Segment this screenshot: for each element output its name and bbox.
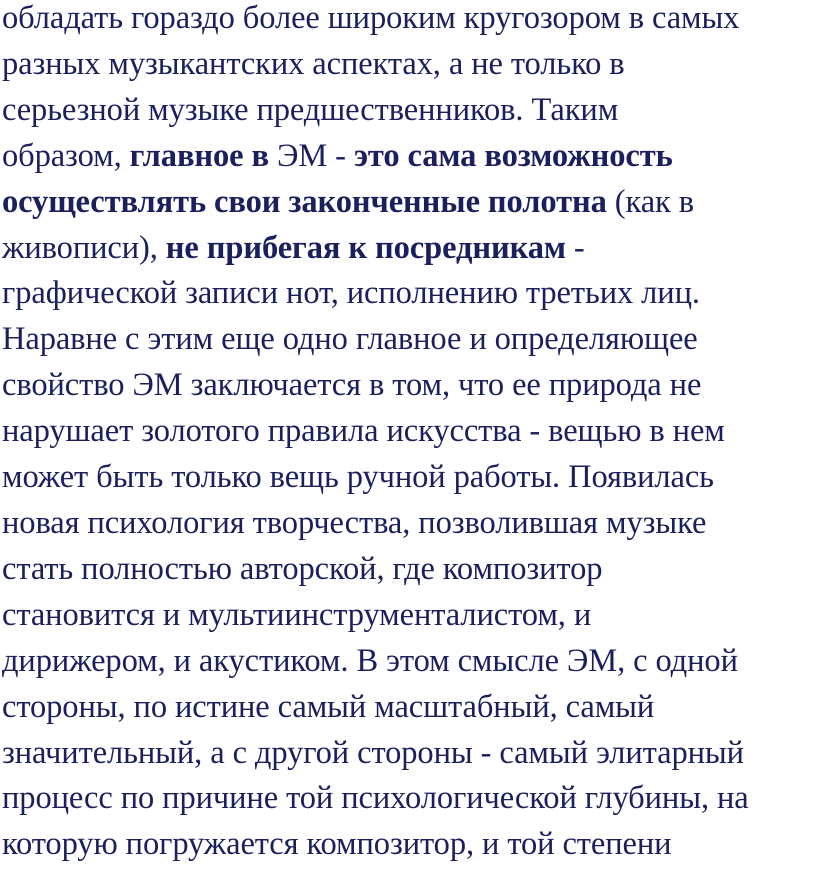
text-segment: дирижером, и акустиком. В этом смысле ЭМ, с одной [2, 642, 738, 679]
text-line [2, 180, 816, 226]
text-segment: которую погружается композитор, и той степени [2, 826, 672, 863]
text-line [2, 731, 816, 777]
text-segment: стать полностью авторской, где композитор [2, 550, 603, 587]
bold-text-segment: осуществлять свои законченные полотна [2, 183, 607, 220]
text-line [2, 822, 816, 868]
bold-text-segment: главное в [129, 137, 269, 174]
text-segment: процесс по причине той психологической глубины, на [2, 780, 749, 817]
text-segment: стороны, по истине самый масштабный, самый [2, 688, 655, 725]
text-line [2, 409, 816, 455]
text-line [2, 363, 816, 409]
text-segment: значительный, а с другой стороны - самый элитарный [2, 734, 744, 771]
bold-text-segment: не прибегая к посредникам [165, 229, 566, 266]
text-line [2, 134, 816, 180]
text-segment: графической записи нот, исполнению третьих лиц. [2, 275, 700, 312]
text-line [2, 593, 816, 639]
text-segment: серьезной музыке предшественников. Таким [2, 91, 619, 128]
text-segment: - [565, 229, 585, 266]
text-segment: ЭМ - [268, 137, 354, 174]
bold-text-segment: это сама возможность [353, 137, 673, 174]
text-line [2, 455, 816, 501]
text-line [2, 42, 816, 88]
text-line [2, 88, 816, 134]
text-segment: нарушает золотого правила искусства - вещью в нем [2, 413, 725, 450]
text-segment: (как в [606, 183, 695, 220]
text-segment: может быть только вещь ручной работы. Появилась [2, 459, 714, 496]
text-line [2, 639, 816, 685]
text-segment: разных музыкантских аспектах, а не только в [2, 45, 625, 82]
text-line [2, 0, 816, 42]
text-line [2, 547, 816, 593]
text-segment: Наравне с этим еще одно главное и определяющее [2, 321, 698, 358]
text-line [2, 685, 816, 731]
text-line [2, 501, 816, 547]
text-segment: становится и мультиинструменталистом, и [2, 596, 592, 633]
text-segment: новая психология творчества, позволившая музыке [2, 504, 707, 541]
text-line [2, 271, 816, 317]
text-segment: живописи), [2, 229, 166, 266]
text-segment: образом, [2, 137, 130, 174]
text-segment: свойство ЭМ заключается в том, что ее природа не [2, 367, 702, 404]
text-segment: обладать гораздо более широким кругозором в самых [2, 0, 740, 36]
text-line [2, 776, 816, 822]
text-line [2, 226, 816, 272]
text-line [2, 317, 816, 363]
